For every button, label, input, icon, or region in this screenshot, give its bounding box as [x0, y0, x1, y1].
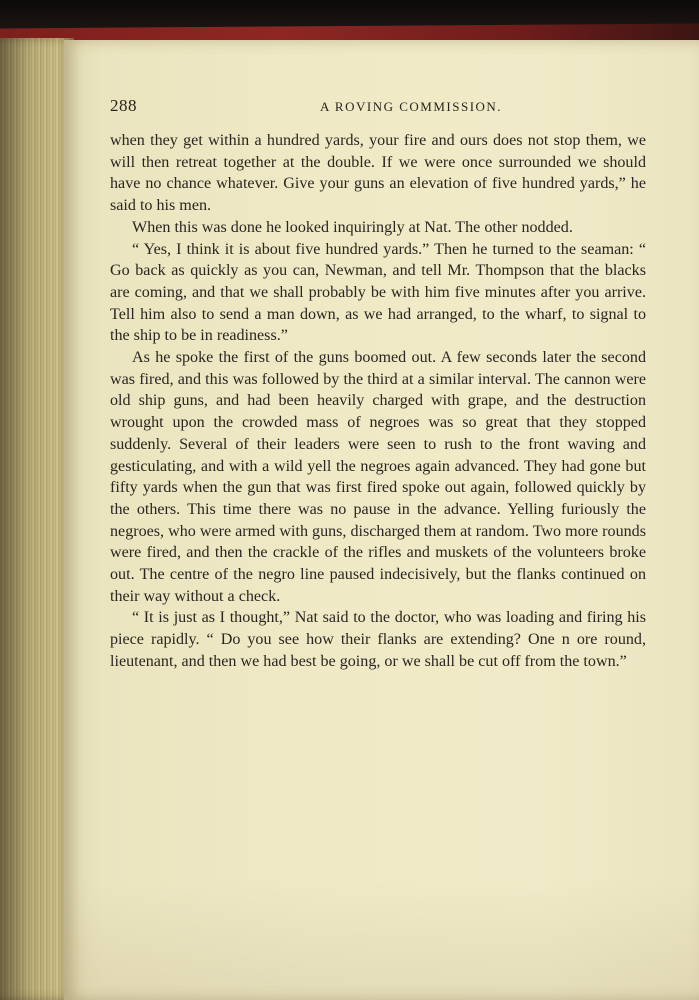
paragraph-4: As he spoke the first of the guns boomed out. A few seconds later the second was fired, and this was followed by the third at a similar interval. The cannon were old ship guns, and had been heavily charged with grape, and the destruction wrought upon the crowded mass of negroes was so great that they stopped suddenly. Several of their leaders were seen to rush to the front waving and gesticulating, and with a wild yell the negroes again advanced. They had gone but fifty yards when the gun that was first fired spoke out again, followed quickly by the others. This time there was no pause in the advance. Yelling furiously the negroes, who were armed with guns, discharged them at random. Two more rounds were fired, and then the crackle of the rifles and muskets of the volunteers broke out. The centre of the negro line paused indecisively, but the flanks continued on their way without a check.: [110, 349, 646, 605]
page-edges-shadow: [0, 38, 74, 1000]
paragraph-1: when they get within a hundred yards, your fire and ours does not stop them, we will then retreat together at the double. If we were once surrounded we should have no chance whatever. Give your guns an elevation of five hundred yards,” he said to his men.: [110, 132, 646, 215]
running-title: A ROVING COMMISSION.: [320, 99, 503, 114]
body-text: [110, 130, 646, 673]
paragraph-5: “ It is just as I thought,” Nat said to the doctor, who was loading and firing his piece rapidly. “ Do you see how their flanks are extending? One n ore round, lieutenant, and then we had best be going, or we shall be cut off from the town.”: [110, 609, 646, 670]
page-header: [110, 96, 650, 120]
page-number: 288: [110, 96, 137, 115]
paragraph-2: When this was done he looked inquiringly at Nat. The other nodded.: [132, 218, 573, 236]
page-bottom-shade: [64, 880, 699, 1000]
paragraph-3: “ Yes, I think it is about five hundred yards.” Then he turned to the seaman: “ Go back as quickly as you can, Newman, and tell Mr. Thompson that the blacks are coming, and that we shall probably be with him five minutes after you arrive. Tell him also to send a man down, as we had arranged, to the wharf, to signal to the ship to be in readiness.”: [110, 240, 646, 345]
